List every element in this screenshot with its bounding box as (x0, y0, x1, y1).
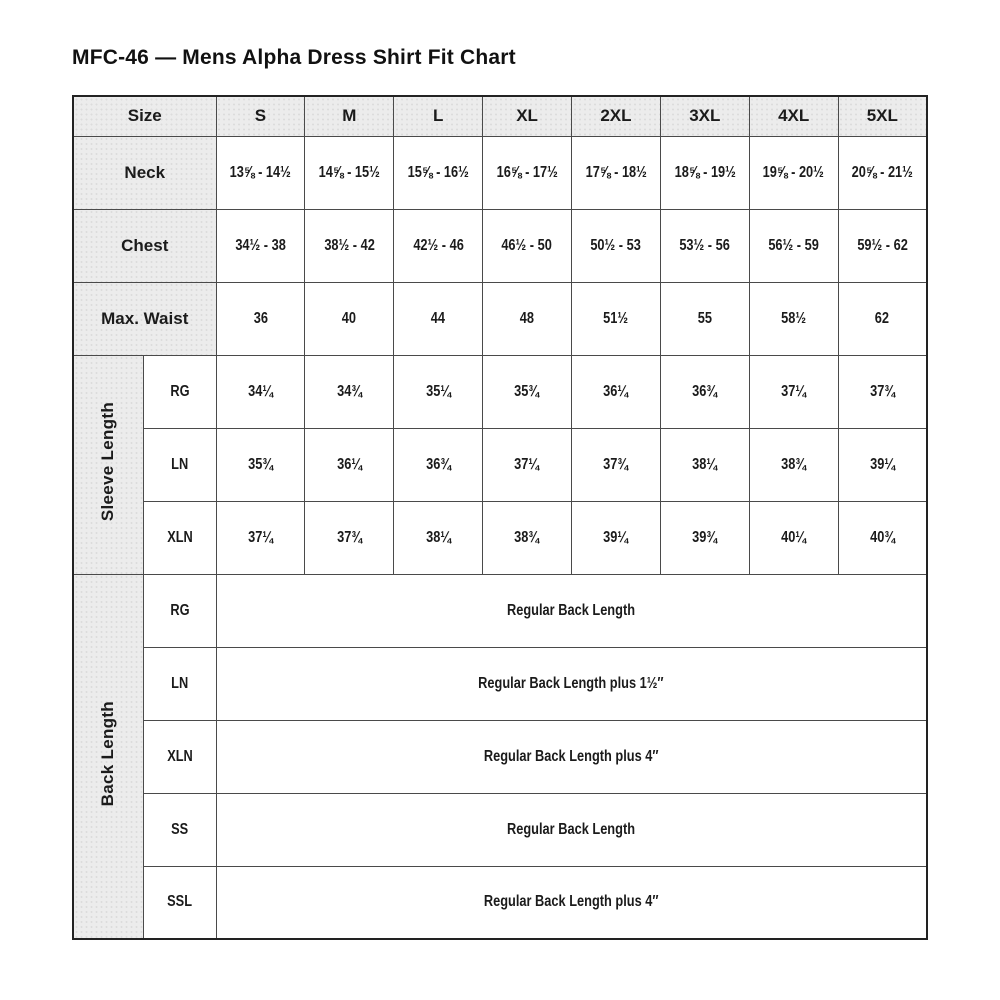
data-cell (572, 355, 661, 428)
data-cell-label: 16⅝ - 17½ (496, 163, 558, 181)
col-header-s (216, 96, 305, 136)
code-cell-xln-label: XLN (166, 528, 193, 546)
col-header-5xl (838, 96, 927, 136)
data-cell-label: 38¾ (514, 528, 540, 546)
table-row (73, 428, 927, 501)
data-cell-label: 20⅝ - 21½ (851, 163, 913, 181)
data-cell (216, 501, 305, 574)
data-cell (394, 209, 483, 282)
merged-data-cell (216, 574, 927, 647)
code-cell-ln-label: LN (170, 674, 189, 692)
col-header-s-label: S (254, 106, 267, 126)
data-cell-label: 37¼ (781, 382, 807, 400)
col-header-3xl-label: 3XL (689, 106, 721, 126)
data-cell (572, 282, 661, 355)
col-header-size (73, 96, 216, 136)
data-cell (216, 282, 305, 355)
merged-data-cell-label: Regular Back Length (507, 820, 636, 838)
data-cell (483, 355, 572, 428)
data-cell (216, 136, 305, 209)
col-header-2xl (572, 96, 661, 136)
merged-data-cell (216, 793, 927, 866)
data-cell (660, 209, 749, 282)
code-cell-xln (143, 501, 216, 574)
data-cell (394, 355, 483, 428)
data-cell (483, 501, 572, 574)
code-cell-ln (143, 428, 216, 501)
data-cell-label: 50½ - 53 (590, 236, 642, 254)
data-cell (305, 282, 394, 355)
data-cell-label: 35¼ (425, 382, 451, 400)
data-cell (216, 209, 305, 282)
data-cell (572, 428, 661, 501)
section-header-back-length-label: Back Length (98, 701, 118, 807)
data-cell-label: 36¼ (336, 455, 362, 473)
data-cell (749, 282, 838, 355)
row-header-max-waist (73, 282, 216, 355)
data-cell-label: 58½ (781, 309, 807, 327)
merged-data-cell-label: Regular Back Length (507, 601, 636, 619)
data-cell-label: 34½ - 38 (235, 236, 286, 254)
col-header-4xl (749, 96, 838, 136)
data-cell (838, 282, 927, 355)
data-cell-label: 38¼ (425, 528, 451, 546)
data-cell-label: 38¼ (692, 455, 718, 473)
table-row (73, 647, 927, 720)
code-cell-ss-label: SS (170, 820, 189, 838)
row-header-max-waist-label: Max. Waist (101, 308, 189, 328)
data-cell-label: 36¾ (692, 382, 718, 400)
col-header-xl-label: XL (516, 106, 538, 126)
table-row (73, 501, 927, 574)
data-cell (305, 355, 394, 428)
data-cell-label: 40¼ (781, 528, 807, 546)
data-cell-label: 40¾ (869, 528, 895, 546)
col-header-xl (483, 96, 572, 136)
data-cell-label: 13⅝ - 14½ (229, 163, 292, 181)
data-cell (572, 136, 661, 209)
fit-chart-tbody (73, 96, 927, 939)
col-header-3xl (660, 96, 749, 136)
data-cell-label: 46½ - 50 (501, 236, 553, 254)
merged-data-cell (216, 866, 927, 939)
data-cell-label: 44 (431, 309, 446, 327)
data-cell (483, 428, 572, 501)
section-header-sleeve-length-label: Sleeve Length (98, 402, 118, 522)
table-row (73, 136, 927, 209)
data-cell (572, 501, 661, 574)
code-cell-ss (143, 793, 216, 866)
data-cell-label: 48 (519, 309, 535, 327)
data-cell (838, 428, 927, 501)
data-cell-label: 36¼ (603, 382, 629, 400)
section-header-sleeve-length (73, 355, 143, 574)
data-cell (483, 136, 572, 209)
data-cell-label: 19⅝ - 20½ (763, 163, 825, 181)
code-cell-ssl-label: SSL (167, 893, 192, 911)
data-cell-label: 38¾ (781, 455, 807, 473)
table-row (73, 574, 927, 647)
data-cell-label: 37¼ (514, 455, 540, 473)
data-cell (305, 209, 394, 282)
data-cell (483, 282, 572, 355)
table-row (73, 282, 927, 355)
data-cell (394, 136, 483, 209)
merged-data-cell-label: Regular Back Length plus 1½″ (478, 674, 664, 692)
col-header-2xl-label: 2XL (600, 106, 632, 126)
data-cell (394, 428, 483, 501)
data-cell-label: 53½ - 56 (679, 236, 731, 254)
data-cell-label: 14⅝ - 15½ (318, 163, 380, 181)
data-cell-label: 36 (253, 309, 268, 327)
col-header-m-label: M (342, 106, 357, 126)
data-cell-label: 38½ - 42 (324, 236, 375, 254)
data-cell-label: 51½ (603, 309, 629, 327)
merged-data-cell (216, 720, 927, 793)
table-row (73, 720, 927, 793)
data-cell (305, 428, 394, 501)
table-row (73, 793, 927, 866)
data-cell-label: 37¾ (603, 455, 629, 473)
data-cell (216, 428, 305, 501)
data-cell-label: 37¾ (336, 528, 362, 546)
col-header-4xl-label: 4XL (778, 106, 810, 126)
data-cell (305, 501, 394, 574)
table-row (73, 96, 927, 136)
data-cell-label: 62 (875, 309, 890, 327)
data-cell (660, 501, 749, 574)
col-header-l (394, 96, 483, 136)
code-cell-rg (143, 574, 216, 647)
code-cell-xln (143, 720, 216, 793)
data-cell-label: 39¾ (692, 528, 718, 546)
data-cell-label: 39¼ (603, 528, 629, 546)
data-cell (660, 136, 749, 209)
table-row (73, 355, 927, 428)
col-header-5xl-label: 5XL (866, 106, 898, 126)
data-cell (749, 501, 838, 574)
merged-data-cell-label: Regular Back Length plus 4″ (483, 893, 659, 911)
data-cell (838, 136, 927, 209)
code-cell-xln-label: XLN (166, 747, 193, 765)
col-header-size-label: Size (127, 106, 162, 126)
data-cell-label: 17⅝ - 18½ (585, 163, 647, 181)
data-cell-label: 40 (342, 309, 357, 327)
data-cell (660, 282, 749, 355)
data-cell-label: 34¼ (247, 382, 273, 400)
row-header-chest (73, 209, 216, 282)
code-cell-rg (143, 355, 216, 428)
data-cell-label: 37¾ (869, 382, 895, 400)
col-header-m (305, 96, 394, 136)
data-cell-label: 15⅝ - 16½ (407, 163, 469, 181)
data-cell-label: 59½ - 62 (857, 236, 908, 254)
data-cell-label: 34¾ (336, 382, 362, 400)
data-cell (483, 209, 572, 282)
data-cell (216, 355, 305, 428)
data-cell (572, 209, 661, 282)
data-cell (838, 209, 927, 282)
code-cell-rg-label: RG (169, 382, 190, 400)
data-cell (749, 355, 838, 428)
data-cell (394, 501, 483, 574)
data-cell (838, 355, 927, 428)
code-cell-rg-label: RG (169, 601, 190, 619)
data-cell-label: 18⅝ - 19½ (674, 163, 736, 181)
data-cell-label: 35¾ (247, 455, 273, 473)
data-cell-label: 36¾ (425, 455, 451, 473)
data-cell (749, 136, 838, 209)
code-cell-ln (143, 647, 216, 720)
data-cell (305, 136, 394, 209)
table-row (73, 866, 927, 939)
col-header-l-label: L (432, 106, 444, 126)
table-row (73, 209, 927, 282)
data-cell (394, 282, 483, 355)
row-header-neck (73, 136, 216, 209)
data-cell (660, 428, 749, 501)
data-cell-label: 42½ - 46 (412, 236, 464, 254)
section-header-back-length (73, 574, 143, 939)
code-cell-ln-label: LN (170, 455, 189, 473)
data-cell-label: 37¼ (247, 528, 273, 546)
fit-chart-table (72, 95, 928, 940)
data-cell (749, 209, 838, 282)
merged-data-cell (216, 647, 927, 720)
data-cell (660, 355, 749, 428)
data-cell-label: 55 (697, 309, 712, 327)
data-cell-label: 39¼ (869, 455, 895, 473)
page-title: MFC-46 — Mens Alpha Dress Shirt Fit Chart (72, 46, 516, 69)
row-header-neck-label: Neck (124, 162, 166, 182)
data-cell-label: 35¾ (514, 382, 540, 400)
data-cell-label: 56½ - 59 (768, 236, 819, 254)
row-header-chest-label: Chest (121, 235, 169, 255)
data-cell (749, 428, 838, 501)
data-cell (838, 501, 927, 574)
code-cell-ssl (143, 866, 216, 939)
merged-data-cell-label: Regular Back Length plus 4″ (483, 747, 659, 765)
